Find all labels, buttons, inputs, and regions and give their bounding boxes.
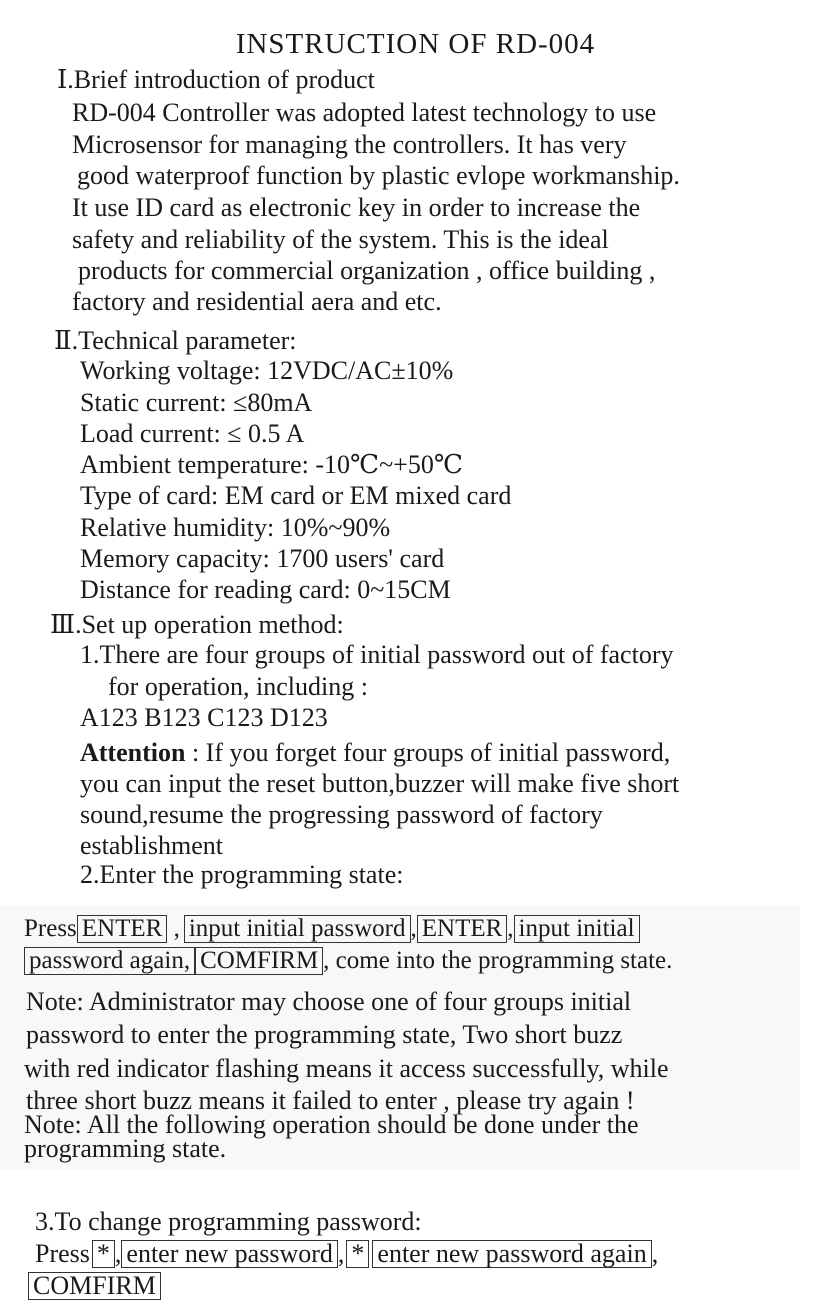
attention-line: you can input the reset button,buzzer will make five short [80,769,680,798]
param-card-type: Type of card: EM card or EM mixed card [80,481,512,510]
enter-key-box: ENTER [77,915,168,943]
input-initial-box: input initial [514,915,640,943]
input-initial-password-box: input initial password [184,915,411,943]
param-humidity: Relative humidity: 10%~90% [80,513,391,542]
param-memory: Memory capacity: 1700 users' card [80,544,445,573]
intro-line: good waterproof function by plastic evlope workmanship. [77,161,680,190]
section-2-heading: Ⅱ.Technical parameter: [54,326,297,355]
param-working-voltage: Working voltage: 12VDC/AC±10% [80,356,454,385]
step-1-line: for operation, including : [108,672,368,701]
press-text: Press [24,915,77,942]
star-key-box: * [346,1240,369,1268]
programming-sequence-line-1 [24,915,640,943]
star-key-box: * [92,1240,115,1268]
separator: , [167,915,180,942]
confirm-key-box: COMFIRM [28,1272,161,1300]
step-3-heading: 3.To change programming password: [35,1207,422,1236]
enter-new-password-box: enter new password [121,1240,338,1268]
section-3-heading: Ⅲ.Set up operation method: [50,610,344,639]
attention-line: sound,resume the progressing password of factory [80,800,603,829]
separator: , [507,915,514,942]
enter-key-box: ENTER [417,915,508,943]
attention-line [80,738,670,768]
intro-line: safety and reliability of the system. This is the ideal [72,225,609,254]
intro-line: products for commercial organization , office building , [78,256,656,285]
page-title: INSTRUCTION OF RD-004 [235,28,596,60]
separator: , [114,1239,122,1268]
section-1-heading: Ⅰ.Brief introduction of product [57,65,375,94]
password-again-box: password again, [24,947,195,975]
intro-line: factory and residential aera and etc. [72,287,442,316]
step-3-confirm-line [28,1271,161,1301]
initial-passwords: A123 B123 C123 D123 [80,703,328,732]
note-line: with red indicator flashing means it access successfully, while [24,1054,669,1083]
param-static-current: Static current: ≤80mA [80,388,313,417]
param-load-current: Load current: ≤ 0.5 A [80,419,305,448]
note-line: Note: All the following operation should be done under the [24,1110,639,1139]
confirm-key-box: COMFIRM [195,947,323,975]
press-text: Press [35,1239,90,1268]
separator: , [651,1239,659,1268]
step-2-heading: 2.Enter the programming state: [80,860,404,889]
intro-line: Microsensor for managing the controllers. It has very [72,130,627,159]
note-line: programming state. [24,1134,227,1163]
intro-line: RD-004 Controller was adopted latest technology to use [72,98,657,127]
intro-line: It use ID card as electronic key in order to increase the [72,193,641,222]
attention-line: establishment [80,831,223,860]
note-line: password to enter the programming state, Two short buzz [26,1020,623,1049]
programming-sequence-line-2 [24,947,672,975]
param-ambient-temperature: Ambient temperature: -10℃~+50℃ [80,450,463,479]
attention-text: : If you forget four groups of initial password, [185,738,671,767]
programming-tail-text: , come into the programming state. [323,947,673,974]
param-read-distance: Distance for reading card: 0~15CM [80,575,451,604]
note-line: Note: Administrator may choose one of four groups initial [26,987,632,1016]
enter-new-password-again-box: enter new password again [372,1240,651,1268]
attention-label: Attention [80,738,186,767]
step-1-line: 1.There are four groups of initial password out of factory [80,640,674,669]
step-3-sequence [35,1239,658,1269]
separator: , [410,915,417,942]
separator: , [337,1239,345,1268]
note-line: three short buzz means it failed to enter , please try again ! [26,1086,635,1115]
